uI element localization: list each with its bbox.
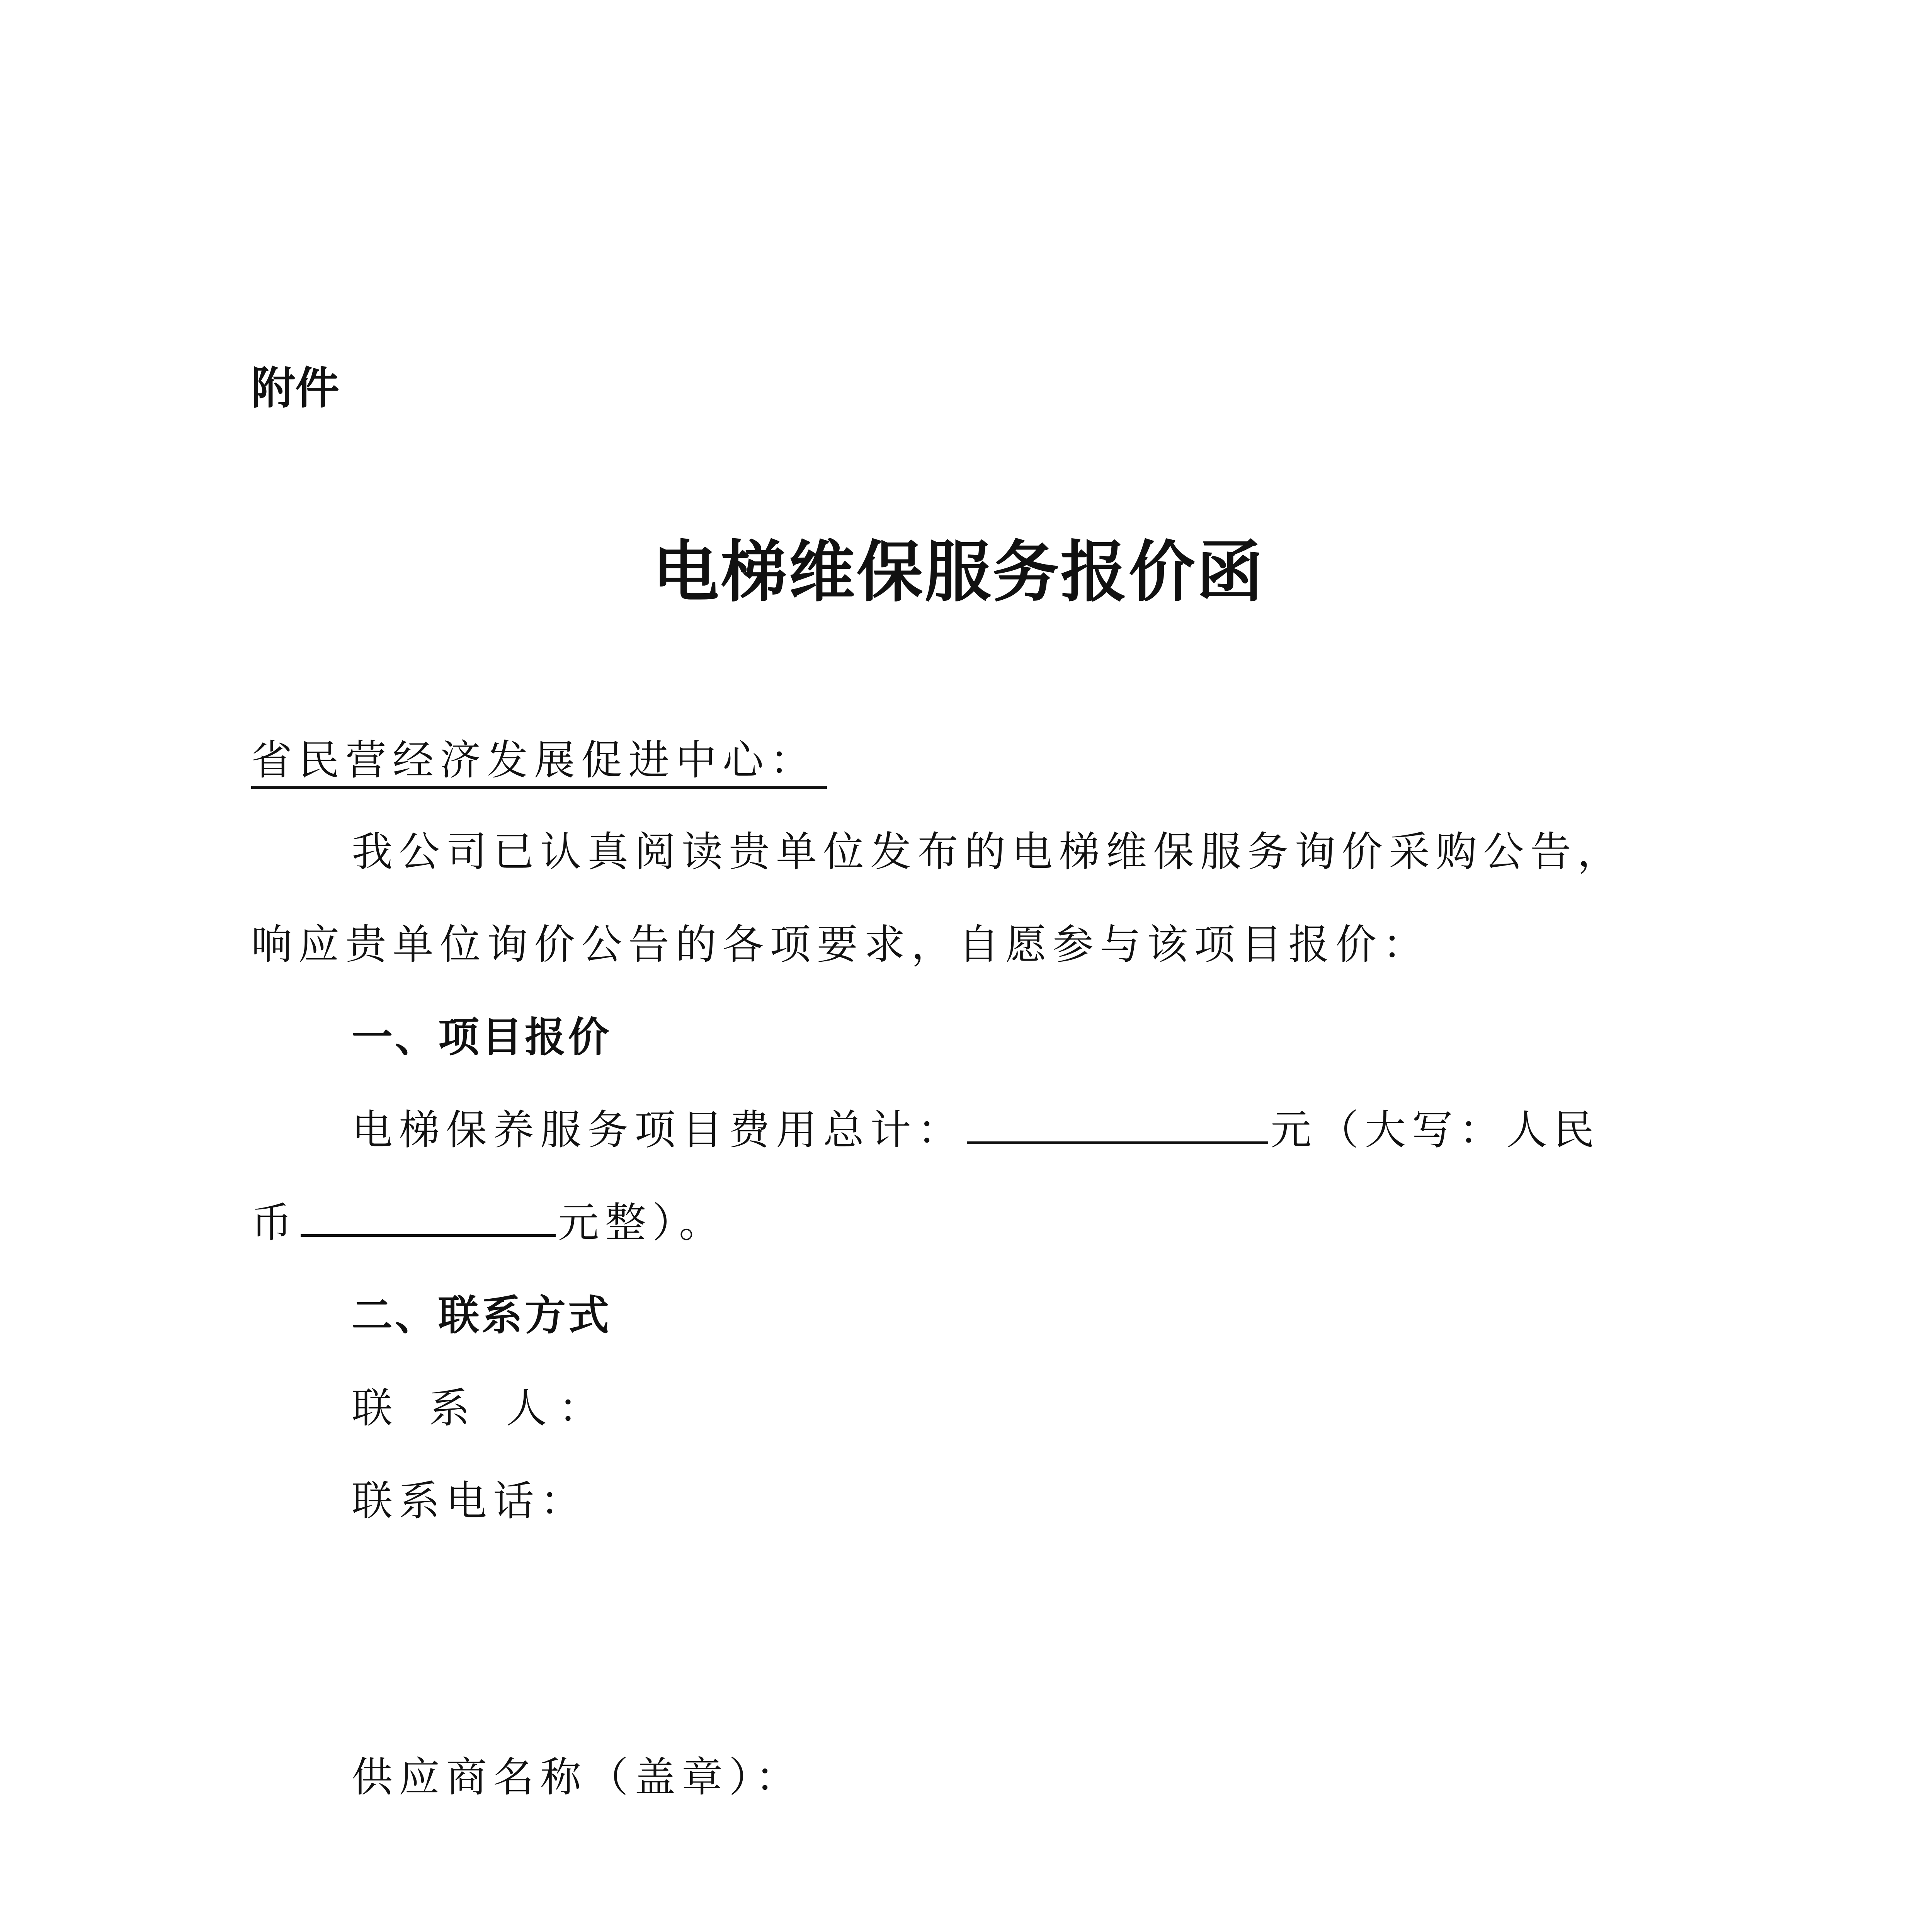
addressee: 省民营经济发展促进中心： xyxy=(251,736,827,789)
capital-amount-blank[interactable] xyxy=(301,1234,556,1237)
capital-amount-suffix: 元整）。 xyxy=(558,1199,726,1247)
capital-amount-line xyxy=(251,1200,726,1246)
section-heading-quote: 一、项目报价 xyxy=(352,1014,611,1061)
intro-paragraph-line-2: 响应贵单位询价公告的各项要求，自愿参与该项目报价： xyxy=(251,921,1430,968)
total-price-label: 电梯保养服务项目费用总计： xyxy=(352,1106,964,1154)
addressee-line xyxy=(251,737,827,784)
attachment-label: 附件 xyxy=(251,362,340,414)
capital-amount-prefix: 币 xyxy=(251,1199,298,1247)
supplier-name-label: 供应商名称（盖章）： xyxy=(352,1753,803,1801)
contact-phone-label: 联系电话： xyxy=(352,1477,587,1525)
contact-person-label: 联 系 人： xyxy=(352,1384,611,1432)
total-price-blank[interactable] xyxy=(967,1141,1268,1144)
total-price-suffix: 元（大写：人民 xyxy=(1271,1106,1601,1154)
intro-paragraph-line-1: 我公司已认真阅读贵单位发布的电梯维保服务询价采购公告， xyxy=(352,828,1624,876)
section-heading-contact: 二、联系方式 xyxy=(352,1292,611,1339)
document-title: 电梯维保服务报价函 xyxy=(652,532,1265,611)
total-price-line xyxy=(352,1107,1601,1153)
